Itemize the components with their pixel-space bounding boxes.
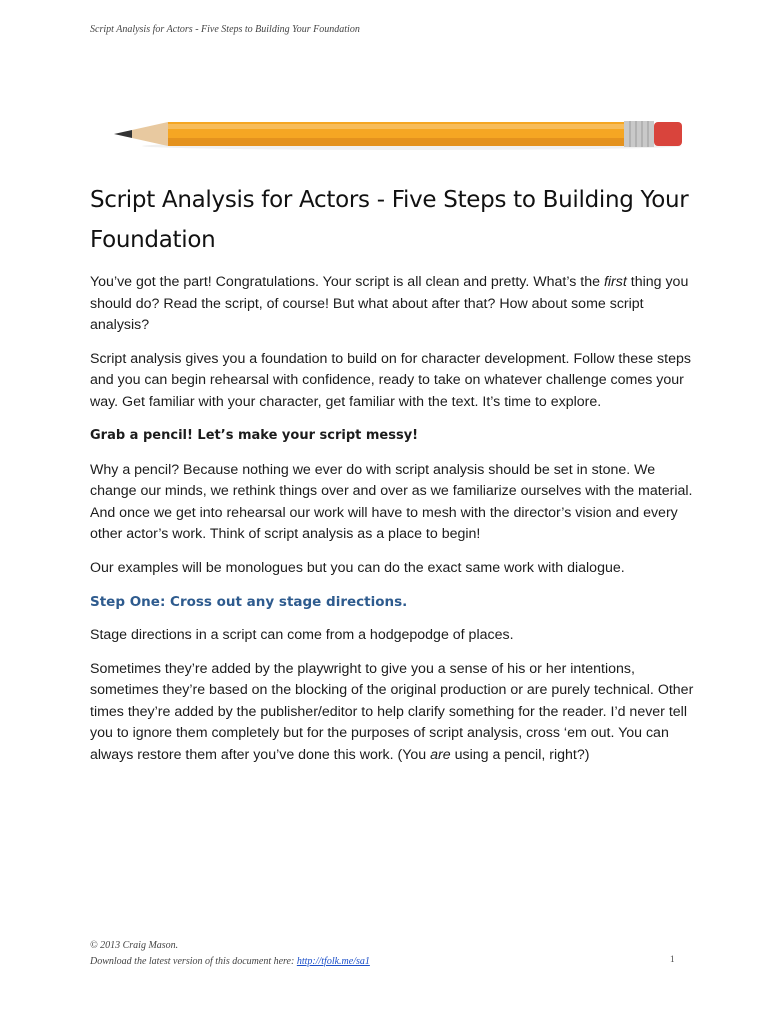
download-line	[90, 954, 690, 970]
paragraph-foundation: Script analysis gives you a foundation to build on for character development. Follow these steps and you can begin rehearsal with confidence, ready to take on whatever challenge comes your way. Get familiar with your character, get familiar with the text. It’s time to explore.	[90, 350, 691, 410]
step-one-heading: Step One: Cross out any stage directions.	[90, 594, 408, 610]
pencil-body-highlight	[168, 124, 624, 129]
pencil-body-stripe	[168, 138, 624, 146]
download-link[interactable]: http://tfolk.me/sa1	[296, 956, 370, 967]
paragraph-sometimes-text-b: using a pencil, right?)	[450, 746, 590, 763]
paragraph-examples: Our examples will be monologues but you can do the exact same work with dialogue.	[90, 559, 625, 576]
pencil-ferrule	[624, 121, 654, 147]
paragraph-why-pencil: Why a pencil? Because nothing we ever do with script analysis should be set in stone. We change our minds, we rethink things over and over as we familiarize ourselves with the material. And once we get into rehearsal our work will have to mesh with the director’s vision and every other actor’s work. Think of script analysis as a place to begin!	[90, 461, 693, 542]
pencil-eraser	[654, 122, 682, 146]
page-footer	[90, 938, 690, 970]
paragraph-stage-directions: Stage directions in a script can come from a hodgepodge of places.	[90, 627, 514, 643]
pencil-illustration	[112, 110, 692, 158]
paragraph-intro-text-a: You’ve got the part! Congratulations. Your script is all clean and pretty. What’s the	[90, 274, 604, 290]
paragraph-sometimes-text-a: Sometimes they’re added by the playwright to give you a sense of his or her intentions, sometimes they’re based on the blocking of the original production or are purely technical. Other times they’re added by the publisher/editor to help clarify something for the reader. I’d never tell you to ignore them completely but for the purposes of script analysis, cross ‘em out. You can always restore them after you’ve done this work. (You	[90, 660, 694, 763]
article-body	[90, 272, 705, 778]
emphasis-first: first	[603, 274, 627, 290]
document-title: Script Analysis for Actors - Five Steps to Building Your Foundation	[90, 187, 689, 253]
running-header: Script Analysis for Actors - Five Steps to Building Your Foundation	[90, 24, 360, 35]
pencil-lead	[114, 130, 132, 138]
copyright-notice: © 2013 Craig Mason.	[90, 940, 179, 951]
pencil-icon	[112, 110, 692, 158]
emphasis-are: are	[430, 746, 451, 763]
paragraph-sometimes	[90, 659, 705, 767]
pencil-wood	[132, 122, 168, 146]
page-number: 1	[670, 954, 675, 964]
paragraph-intro	[90, 272, 705, 337]
download-text: Download the latest version of this document here:	[90, 956, 297, 967]
paragraph-intro-text-b: thing you should do? Read the script, of course! But what about after that? How about some script analysis?	[90, 274, 689, 333]
grab-pencil-heading: Grab a pencil! Let’s make your script messy!	[90, 428, 419, 443]
